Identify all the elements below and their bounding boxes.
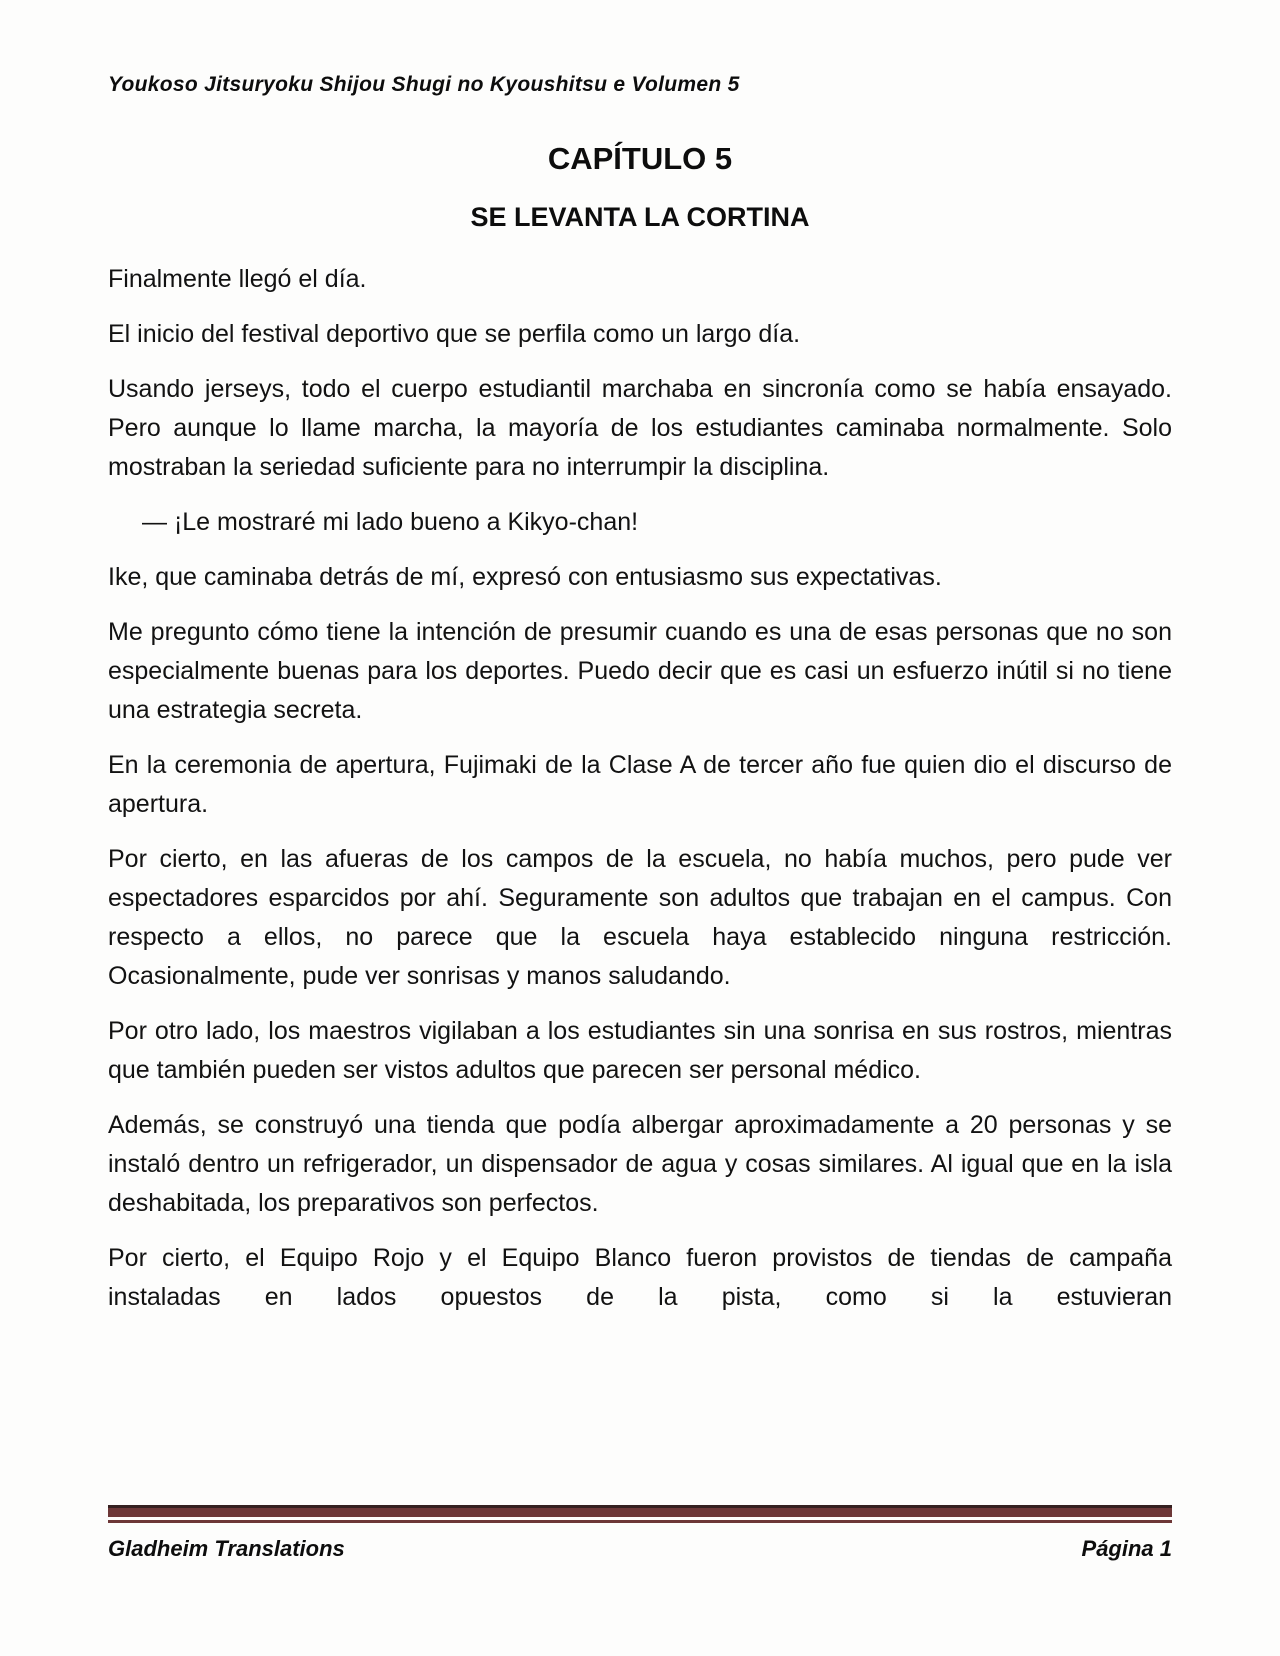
paragraph: Me pregunto cómo tiene la intención de presumir cuando es una de esas personas que no son especialmente buenas para los deportes. Puedo decir que es casi un esfuerzo inútil si no tiene una estrategia secreta.	[108, 618, 1172, 724]
dialogue-line: — ¡Le mostraré mi lado bueno a Kikyo-chan!	[142, 508, 639, 536]
paragraph: Por otro lado, los maestros vigilaban a los estudiantes sin una sonrisa en sus rostros, mientras que también pueden ser vistos adultos que parecen ser personal médico.	[108, 1017, 1172, 1084]
paragraph: Usando jerseys, todo el cuerpo estudiantil marchaba en sincronía como se había ensayado. Pero aunque lo llame marcha, la mayoría de los estudiantes caminaba normalmente. Solo mostraban la seriedad suficiente para no interrumpir la disciplina.	[108, 375, 1172, 481]
paragraph: Por cierto, en las afueras de los campos de la escuela, no había muchos, pero pude ver espectadores esparcidos por ahí. Seguramente son adultos que trabajan en el campus. Con respecto a ellos, no parece que la escuela haya establecido ninguna restricción. Ocasionalmente, pude ver sonrisas y manos saludando.	[108, 845, 1172, 990]
paragraph: El inicio del festival deportivo que se perfila como un largo día.	[108, 320, 801, 348]
footer-rule-thick	[108, 1505, 1172, 1517]
paragraph: Ike, que caminaba detrás de mí, expresó con entusiasmo sus expectativas.	[108, 563, 942, 591]
paragraph: Por cierto, el Equipo Rojo y el Equipo Blanco fueron provistos de tiendas de campaña instaladas en lados opuestos de la pista, como si la estuvieran	[108, 1244, 1172, 1311]
footer-page-number: Página 1	[1081, 1536, 1172, 1561]
running-header-volume-title: Youkoso Jitsuryoku Shijou Shugi no Kyoushitsu e Volumen 5	[108, 73, 740, 96]
paragraph: Además, se construyó una tienda que podía albergar aproximadamente a 20 personas y se instaló dentro un refrigerador, un dispensador de agua y cosas similares. Al igual que en la isla deshabitada, los preparativos son perfectos.	[108, 1111, 1172, 1217]
page-footer	[108, 1505, 1172, 1562]
chapter-title: CAPÍTULO 5	[547, 141, 733, 176]
footer-rule-thin	[108, 1520, 1172, 1523]
body-text	[108, 260, 1172, 1317]
paragraph: Finalmente llegó el día.	[108, 265, 367, 293]
paragraph: En la ceremonia de apertura, Fujimaki de la Clase A de tercer año fue quien dio el discurso de apertura.	[108, 751, 1172, 818]
footer-translator-credit: Gladheim Translations	[108, 1536, 345, 1561]
chapter-subtitle: SE LEVANTA LA CORTINA	[470, 202, 810, 232]
